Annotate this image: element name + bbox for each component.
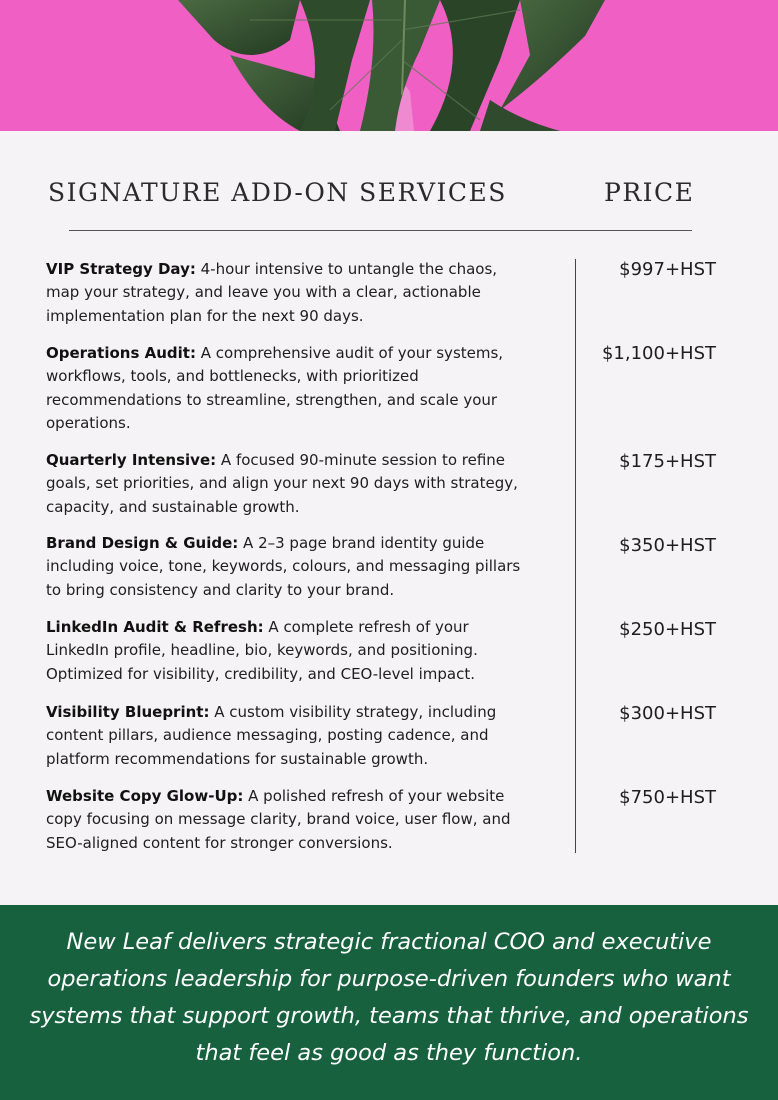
service-description: A custom visibility strategy, including content pillars, audience messaging, posting cadence, and platform recommendations for sustainable growth.	[46, 703, 497, 768]
monstera-leaf-image	[0, 0, 778, 131]
service-quarterly-intensive	[46, 449, 524, 519]
service-name: Brand Design & Guide:	[46, 534, 239, 552]
footer-tagline: New Leaf delivers strategic fractional COO and executive operations leadership for purpose-driven founders who want systems that support growth, teams that thrive, and operations that feel as good as they function.	[29, 929, 749, 1066]
service-description: A comprehensive audit of your systems, workflows, tools, and bottlenecks, with prioritized recommendations to streamline, strengthen, and scale your operations.	[46, 344, 504, 432]
price-brand-design-guide: $350+HST	[619, 535, 716, 556]
service-description: A focused 90-minute session to refine goals, set priorities, and align your next 90 days with strategy, capacity, and sustainable growth.	[46, 451, 518, 516]
service-vip-strategy-day	[46, 258, 524, 328]
service-description: 4-hour intensive to untangle the chaos, map your strategy, and leave you with a clear, actionable implementation plan for the next 90 days.	[46, 260, 498, 325]
service-description: A complete refresh of your LinkedIn profile, headline, bio, keywords, and positioning. Optimized for visibility, credibility, and CEO-level impact.	[46, 618, 478, 683]
service-name: LinkedIn Audit & Refresh:	[46, 618, 264, 636]
service-name: Website Copy Glow-Up:	[46, 787, 244, 805]
price-vip-strategy-day: $997+HST	[619, 259, 716, 280]
price-linkedin-audit-refresh: $250+HST	[619, 619, 716, 640]
price-quarterly-intensive: $175+HST	[619, 451, 716, 472]
service-description: A 2–3 page brand identity guide including voice, tone, keywords, colours, and messaging pillars to bring consistency and clarity to your brand.	[46, 534, 521, 599]
price-column-header: PRICE	[604, 178, 695, 207]
service-brand-design-guide	[46, 532, 524, 602]
price-website-copy-glow-up: $750+HST	[619, 787, 716, 808]
header-divider	[69, 230, 692, 231]
services-column-header: SIGNATURE ADD-ON SERVICES	[48, 178, 507, 207]
service-website-copy-glow-up	[46, 785, 524, 855]
service-operations-audit	[46, 342, 524, 435]
column-divider	[575, 259, 576, 853]
price-operations-audit: $1,100+HST	[601, 343, 716, 364]
service-description: A polished refresh of your website copy focusing on message clarity, brand voice, user flow, and SEO-aligned content for stronger conversions.	[46, 787, 511, 852]
hero-banner	[0, 0, 778, 131]
service-linkedin-audit-refresh	[46, 616, 524, 686]
price-visibility-blueprint: $300+HST	[619, 703, 716, 724]
footer-banner	[0, 905, 778, 1100]
service-name: Operations Audit:	[46, 344, 196, 362]
service-name: Quarterly Intensive:	[46, 451, 217, 469]
service-name: Visibility Blueprint:	[46, 703, 210, 721]
service-visibility-blueprint	[46, 701, 524, 771]
service-name: VIP Strategy Day:	[46, 260, 196, 278]
